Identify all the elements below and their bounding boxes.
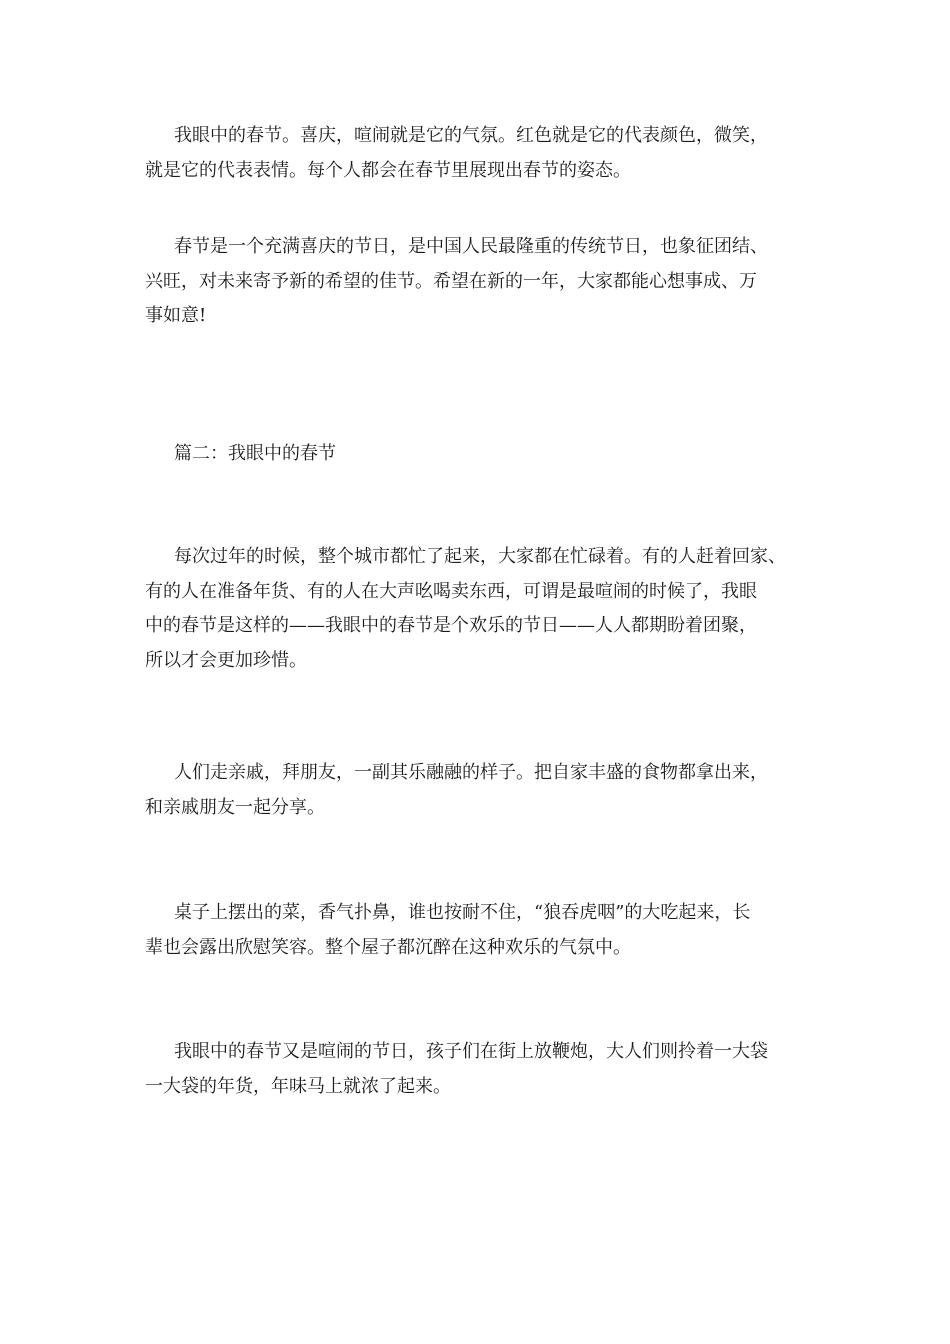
text-line: 辈也会露出欣慰笑容。整个屋子都沉醉在这种欢乐的气氛中。 [145, 936, 631, 958]
text-line: 所以才会更加珍惜。 [145, 649, 307, 671]
heading-text: 篇二：我眼中的春节 [174, 443, 336, 464]
text-line: 我眼中的春节又是喧闹的节日，孩子们在街上放鞭炮，大人们则拎着一大袋 [174, 1041, 768, 1062]
section-heading [145, 437, 845, 472]
text-line: 人们走亲戚，拜朋友，一副其乐融融的样子。把自家丰盛的食物都拿出来， [174, 762, 768, 783]
text-line: 每次过年的时候，整个城市都忙了起来，大家都在忙碌着。有的人赶着回家、 [174, 546, 786, 567]
paragraph-city-busy [145, 540, 845, 678]
text-line: 桌子上摆出的菜，香气扑鼻，谁也按耐不住，“狼吞虎咽”的大吃起来，长 [174, 902, 751, 923]
paragraph-intro [145, 119, 845, 188]
paragraph-feast [145, 896, 845, 965]
text-line: 就是它的代表表情。每个人都会在春节里展现出春节的姿态。 [145, 159, 631, 181]
text-line: 春节是一个充满喜庆的节日，是中国人民最隆重的传统节日，也象征团结、 [174, 236, 768, 257]
text-line: 我眼中的春节。喜庆，喧闹就是它的气氛。红色就是它的代表颜色，微笑， [174, 125, 768, 146]
text-line: 事如意! [145, 305, 207, 327]
paragraph-festival-meaning [145, 230, 845, 334]
text-line: 一大袋的年货，年味马上就浓了起来。 [145, 1075, 451, 1097]
paragraph-firecrackers [145, 1035, 845, 1104]
text-line: 有的人在准备年货、有的人在大声吆喝卖东西，可谓是最喧闹的时候了，我眼 [145, 580, 757, 602]
text-line: 和亲戚朋友一起分享。 [145, 796, 325, 818]
paragraph-visiting-relatives [145, 756, 845, 825]
text-line: 中的春节是这样的——我眼中的春节是个欢乐的节日——人人都期盼着团聚， [145, 615, 757, 637]
text-line: 兴旺，对未来寄予新的希望的佳节。希望在新的一年，大家都能心想事成、万 [145, 270, 757, 292]
